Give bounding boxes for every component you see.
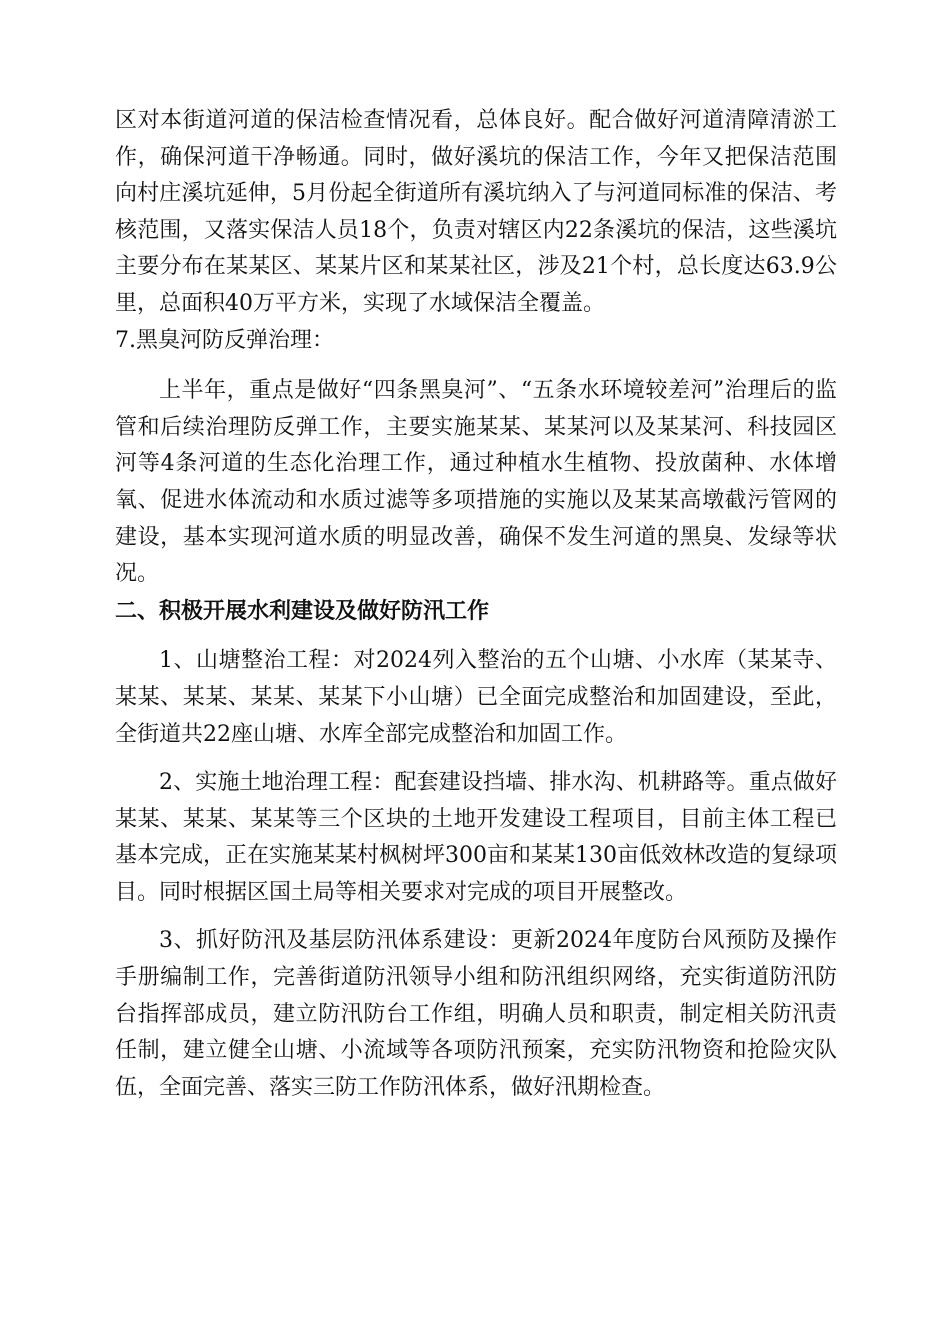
paragraph-water-cleaning: 区对本街道河道的保洁检查情况看，总体良好。配合做好河道清障清淤工作，确保河道干净畅通。同时，做好溪坑的保洁工作，今年又把保洁范围向村庄溪坑延伸，5月份起全街道所有溪坑纳入了与河道同标准的保洁、考核范围，又落实保洁人员18个，负责对辖区内22条溪坑的保洁，这些溪坑主要分布在某某区、某某片区和某某社区，涉及21个村，总长度达63.9公里，总面积40万平方米，实现了水域保洁全覆盖。 xyxy=(115,108,837,316)
document-page xyxy=(115,103,837,1106)
heading-black-smelly-river: 7.黑臭河防反弹治理： xyxy=(115,327,334,353)
paragraph-pond-renovation: 1、山塘整治工程：对2024列入整治的五个山塘、小水库（某某寺、某某、某某、某某、某某下小山塘）已全面完成整治和加固建设，至此，全街道共22座山塘、水库全部完成整治和加固工作。 xyxy=(115,648,837,747)
paragraph-land-management: 2、实施土地治理工程：配套建设挡墙、排水沟、机耕路等。重点做好某某、某某、某某等三个区块的土地开发建设工程项目，目前主体工程已基本完成，正在实施某某村枫树坪300亩和某某130亩低效林改造的复绿项目。同时根据区国土局等相关要求对完成的项目开展整改。 xyxy=(115,770,837,905)
section-heading-water-conservancy: 二、积极开展水利建设及做好防汛工作 xyxy=(115,597,490,624)
paragraph-flood-control: 3、抓好防汛及基层防汛体系建设：更新2024年度防台风预防及操作手册编制工作，完善街道防汛领导小组和防汛组织网络，充实街道防汛防台指挥部成员，建立防汛防台工作组，明确人员和职责，制定相关防汛责任制，建立健全山塘、小流域等各项防汛预案，充实防汛物资和抢险灾队伍，全面完善、落实三防工作防汛体系，做好汛期检查。 xyxy=(115,928,837,1100)
paragraph-anti-rebound: 上半年，重点是做好“四条黑臭河”、“五条水环境较差河”治理后的监管和后续治理防反弹工作，主要实施某某、某某河以及某某河、科技园区河等4条河道的生态化治理工作，通过种植水生植物、投放菌种、水体增氧、促进水体流动和水质过滤等多项措施的实施以及某某高墩截污管网的建设，基本实现河道水质的明显改善，确保不发生河道的黑臭、发绿等状况。 xyxy=(115,378,837,587)
